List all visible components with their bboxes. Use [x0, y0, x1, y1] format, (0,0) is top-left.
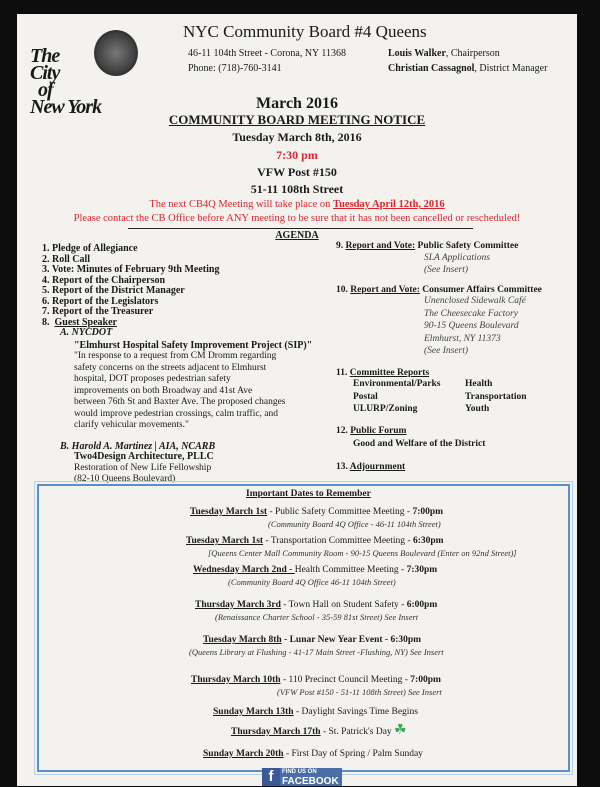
item9-details: SLA Applications (See Insert) [424, 252, 490, 275]
phone: Phone: (718)-760-3141 [188, 63, 282, 74]
agenda-item: 1. Pledge of Allegiance [42, 243, 138, 254]
speaker-a: A. NYCDOT [60, 327, 113, 338]
agenda-item-11: 11. Committee Reports [336, 367, 430, 378]
agenda-item-12: 12. Public Forum [336, 425, 407, 436]
dates-title: Important Dates to Remember [246, 489, 371, 499]
agenda-item: 6. Report of the Legislators [42, 295, 159, 307]
item10-details: Unenclosed Sidewalk Café The Cheesecake Factory 90-15 Queens Boulevard Elmhurst, NY 11373 (See Insert) [424, 296, 526, 356]
next-meeting-date: Tuesday April 12th, 2016 [333, 199, 445, 210]
agenda-item: 4. Report of the Chairperson [42, 274, 166, 286]
committee-list: Environmental/Parks Health Postal Transportation ULURP/Zoning Youth [353, 379, 527, 414]
event-location: (Renaissance Charter School - 35-59 81st Street) See Insert [215, 612, 419, 622]
meeting-time: 7:30 pm [276, 148, 318, 162]
event-location: [Queens Center Mall Community Room - 90-15 Queens Boulevard (Enter on 92nd Street)] [208, 548, 517, 558]
agenda-item: 2. Roll Call [42, 253, 91, 265]
agenda-item-9: 9. Report and Vote: Public Safety Committee [336, 241, 519, 251]
date-event: Thursday March 10th - 110 Precinct Council Meeting - 7:00pm [191, 675, 441, 685]
dm-title: , District Manager [474, 63, 548, 74]
facebook-icon: f [262, 768, 280, 786]
agenda-item: 3. Vote: Minutes of February 9th Meeting [42, 264, 220, 275]
officers [388, 46, 547, 76]
chair-title: , Chairperson [445, 48, 500, 59]
date-event: Thursday March 3rd - Town Hall on Student Safety - 6:00pm [195, 600, 438, 610]
speaker-a-title: "Elmhurst Hospital Safety Improvement Project (SIP)" [74, 339, 313, 351]
item12-details: Good and Welfare of the District [353, 439, 486, 449]
agenda-title: AGENDA [275, 230, 319, 241]
event-location: (Queens Library at Flushing - 41-17 Main Street -Flushing, NY) See Insert [189, 647, 444, 657]
agenda-left [42, 244, 330, 486]
facebook-line2: FACEBOOK [282, 776, 339, 787]
chair-name: Louis Walker [388, 48, 446, 59]
date-event: Wednesday March 2nd - Health Committee Meeting - 7:30pm [193, 565, 438, 575]
event-location: (Community Board 4Q Office - 46-11 104th Street) [268, 519, 441, 529]
date-event: Tuesday March 1st - Public Safety Committee Meeting - 7:00pm [190, 507, 444, 517]
agenda-item-10: 10. Report and Vote: Consumer Affairs Committee [336, 284, 542, 295]
meeting-venue: VFW Post #150 [257, 165, 337, 179]
event-location: (Community Board 4Q Office 46-11 104th Street) [228, 577, 396, 587]
date-event: Sunday March 13th - Daylight Savings Time Begins [213, 707, 418, 717]
speaker-a-text: "In response to a request from CM Dromm regarding safety concerns on the streets adjacent to Elmhurst hospital, DOT proposes pedestrian safety improvements on both Broadway and 41st Ave between 76th St and Baxter Ave. The proposed changes would improve pedestrian crossings, calm traffic, and clarify vehicular movements." [74, 351, 286, 430]
agenda-right [336, 241, 572, 472]
next-meeting: The next CB4Q Meeting will take place on Tuesday April 12th, 2016 [149, 199, 445, 210]
speaker-b-firm: Two4Design Architecture, PLLC [74, 451, 214, 462]
address-block [188, 46, 346, 76]
dm-name: Christian Cassagnol [388, 63, 475, 74]
nyc-logo: The City of New York [30, 30, 145, 110]
date-event: Sunday March 20th - First Day of Spring / Palm Sunday [203, 749, 423, 759]
speaker-b: B. Harold A. Martinez | AIA, NCARB [60, 440, 216, 452]
warning: Please contact the CB Office before ANY meeting to be sure that it has not been cancelled or rescheduled! [73, 213, 521, 224]
date-event: Tuesday March 8th - Lunar New Year Event - 6:30pm [203, 635, 422, 645]
agenda-item-8: 8. Guest Speaker [42, 316, 117, 328]
agenda-item-13: 13. Adjournment [336, 461, 406, 472]
shamrock-icon: ☘ [394, 723, 407, 738]
divider [128, 228, 473, 229]
facebook-badge[interactable] [262, 768, 342, 786]
event-location: (VFW Post #150 - 51-11 108th Street) See Insert [277, 687, 442, 697]
agenda-item: 7. Report of the Treasurer [42, 306, 154, 317]
org-name: NYC Community Board #4 Queens [183, 22, 427, 41]
speaker-b-text: Restoration of New Life Fellowship (82-10 Queens Boulevard) [74, 462, 212, 484]
meeting-street: 51-11 108th Street [250, 182, 344, 196]
date-event: Thursday March 17th - St. Patrick's Day ☘ [231, 723, 407, 738]
address: 46-11 104th Street - Corona, NY 11368 [188, 48, 347, 59]
facebook-line1: FIND US ON [282, 769, 317, 775]
notice-heading: COMMUNITY BOARD MEETING NOTICE [168, 112, 426, 127]
meeting-date: Tuesday March 8th, 2016 [232, 130, 362, 144]
date-event: Tuesday March 1st - Transportation Committee Meeting - 6:30pm [186, 536, 444, 546]
agenda-item: 5. Report of the District Manager [42, 285, 185, 296]
month: March 2016 [256, 95, 338, 112]
